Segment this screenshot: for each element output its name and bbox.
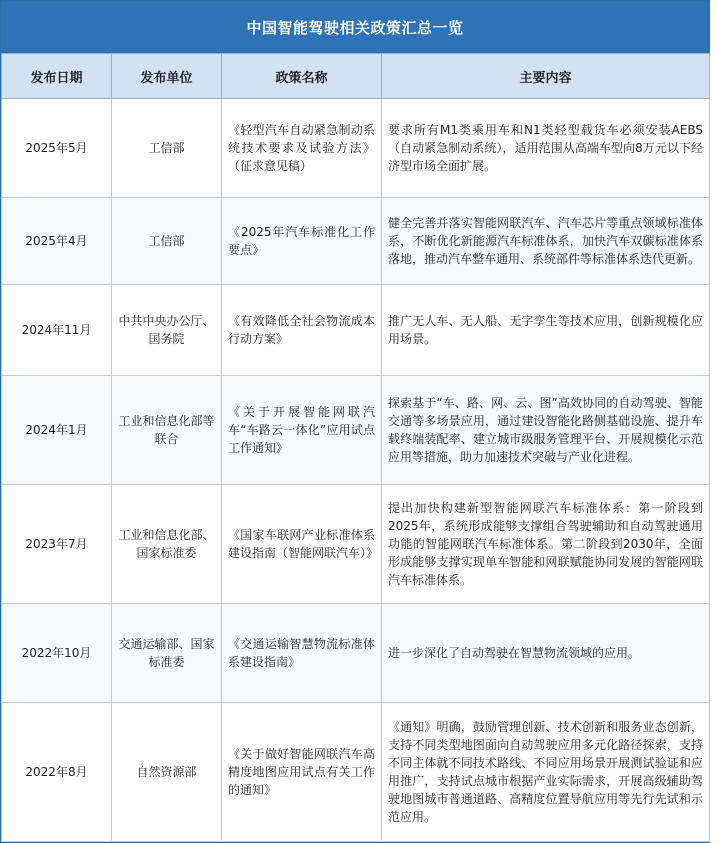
cell-policy: 《关于开展智能网联汽车“车路云一体化”应用试点工作通知》 <box>222 376 382 485</box>
header-content: 主要内容 <box>382 54 710 99</box>
table-row <box>2 99 710 198</box>
cell-policy: 《有效降低全社会物流成本行动方案》 <box>222 285 382 376</box>
cell-policy: 《关于做好智能网联汽车高精度地图应用试点有关工作的通知》 <box>222 703 382 842</box>
cell-content: 要求所有M1类乘用车和N1类轻型载货车必须安装AEBS（自动紧急制动系统），适用范围从高端车型向8万元以下经济型市场全面扩展。 <box>382 99 710 198</box>
table-row <box>2 485 710 604</box>
cell-unit: 交通运输部、国家标准委 <box>112 604 222 703</box>
cell-policy: 《2025年汽车标准化工作要点》 <box>222 198 382 285</box>
table-row <box>2 376 710 485</box>
cell-content: 健全完善并落实智能网联汽车、汽车芯片等重点领域标准体系，不断优化新能源汽车标准体系，加快汽车双碳标准体系落地，推动汽车整车通用、系统部件等标准体系迭代更新。 <box>382 198 710 285</box>
header-policy: 政策名称 <box>222 54 382 99</box>
cell-unit: 工信部 <box>112 198 222 285</box>
table-title: 中国智能驾驶相关政策汇总一览 <box>1 1 709 53</box>
cell-unit: 自然资源部 <box>112 703 222 842</box>
header-row <box>2 54 710 99</box>
cell-date: 2024年11月 <box>2 285 112 376</box>
cell-unit: 工信部 <box>112 99 222 198</box>
table-row <box>2 285 710 376</box>
table-row <box>2 703 710 842</box>
cell-date: 2025年4月 <box>2 198 112 285</box>
table-row <box>2 604 710 703</box>
cell-content: 进一步深化了自动驾驶在智慧物流领域的应用。 <box>382 604 710 703</box>
cell-unit: 工业和信息化部等联合 <box>112 376 222 485</box>
cell-unit: 工业和信息化部、国家标准委 <box>112 485 222 604</box>
table-row <box>2 198 710 285</box>
header-unit: 发布单位 <box>112 54 222 99</box>
cell-content: 《通知》明确，鼓励管理创新、技术创新和服务业态创新，支持不同类型地图面向自动驾驶应用多元化路径探索，支持不同主体就不同技术路线、不同应用场景开展测试验证和应用推广，支持试点城市根据产业实际需求，开展高级辅助驾驶地图城市普通道路、高精度位置导航应用等先行先试和示范应用。 <box>382 703 710 842</box>
cell-unit: 中共中央办公厅、国务院 <box>112 285 222 376</box>
cell-date: 2025年5月 <box>2 99 112 198</box>
cell-date: 2022年10月 <box>2 604 112 703</box>
cell-date: 2024年1月 <box>2 376 112 485</box>
cell-date: 2023年7月 <box>2 485 112 604</box>
cell-policy: 《轻型汽车自动紧急制动系统技术要求及试验方法》（征求意见稿） <box>222 99 382 198</box>
cell-date: 2022年8月 <box>2 703 112 842</box>
cell-content: 探索基于“车、路、网、云、图”高效协同的自动驾驶、智能交通等多场景应用，通过建设智能化路侧基础设施、提升车载终端装配率、建立城市级服务管理平台、开展规模化示范应用等措施，助力加速技术突破与产业化进程。 <box>382 376 710 485</box>
policy-table <box>1 53 710 842</box>
header-date: 发布日期 <box>2 54 112 99</box>
cell-policy: 《国家车联网产业标准体系建设指南（智能网联汽车）》 <box>222 485 382 604</box>
cell-content: 推广无人车、无人船、无字孪生等技术应用，创新规模化应用场景。 <box>382 285 710 376</box>
cell-content: 提出加快构建新型智能网联汽车标准体系：第一阶段到2025年，系统形成能够支撑组合驾驶辅助和自动驾驶通用功能的智能网联汽车标准体系。第二阶段到2030年，全面形成能够支撑实现单车智能和网联赋能协同发展的智能网联汽车标准体系。 <box>382 485 710 604</box>
cell-policy: 《交通运输智慧物流标准体系建设指南》 <box>222 604 382 703</box>
